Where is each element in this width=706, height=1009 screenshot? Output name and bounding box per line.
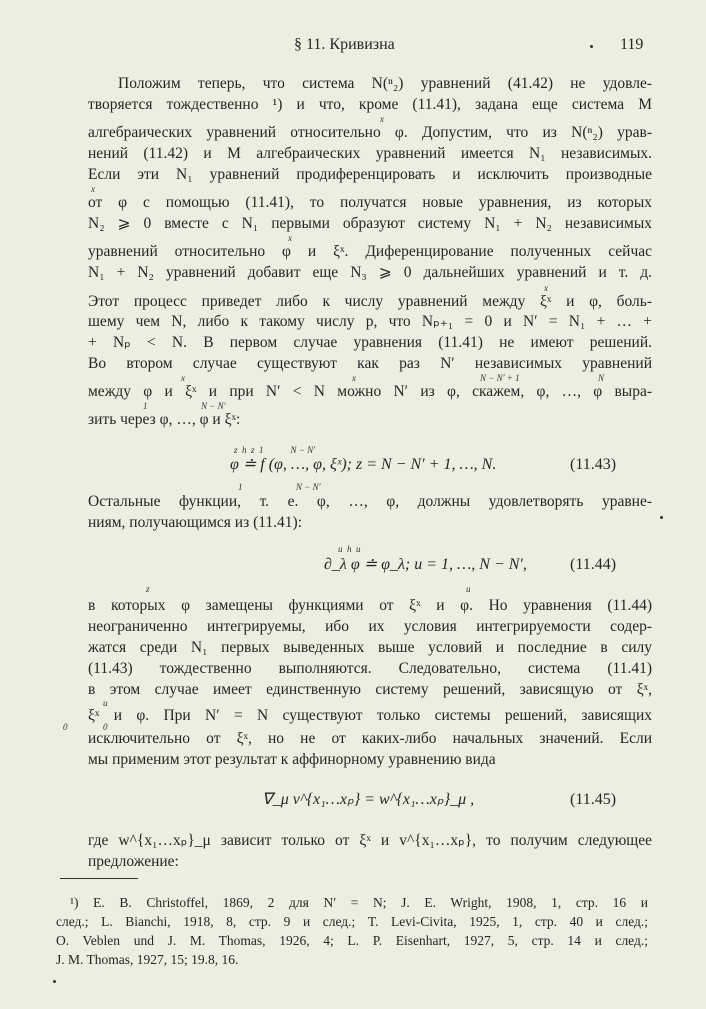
equation-11-44: ∂_λ φ ≐ φ_λ; u = 1, …, N − N′, <box>324 556 527 573</box>
text-line: ниям, получающимся из (11.41): <box>88 514 303 531</box>
text-line: Во втором случае существуют как раз N′ независимых уравнений <box>88 355 652 372</box>
text-line: ξˣ и φ. При N′ = N существуют только системы решений, зависящих <box>88 707 652 724</box>
equation-overset: z h z 1 N − N′ <box>234 445 316 455</box>
annotation-n-minus-nprime: N − N′ <box>296 482 321 492</box>
annotation-x: x <box>380 114 384 124</box>
footnote-rule <box>60 878 138 879</box>
text-line: Положим теперь, что система N(ⁿ₂) уравнений (41.42) не удовле- <box>118 75 652 92</box>
equation-overset: u h u <box>338 544 361 554</box>
text-line: алгебраических уравнений относительно φ. Допустим, что из N(ⁿ₂) урав- <box>88 124 652 141</box>
text-line: от φ с помощью (11.41), то получатся новые уравнения, из которых <box>88 194 652 211</box>
text-line: N₂ ⩾ 0 вместе с N₁ первыми образуют систему N₁ + N₂ независимых <box>88 215 652 232</box>
equation-11-45: ∇_μ v^{x₁…xₚ} = w^{x₁…xₚ}_μ , <box>262 791 475 808</box>
scan-speck <box>53 980 56 983</box>
text-line: предложение: <box>88 853 179 870</box>
text-line: исключительно от ξˣ, но не от каких-либо начальных значений. Если <box>88 730 652 747</box>
footnote-line: след.; L. Bianchi, 1918, 8, стр. 9 и след.; T. Levi-Civita, 1925, 1, стр. 40 и след.; <box>56 914 648 929</box>
annotation-0: 0 <box>63 722 68 732</box>
annotation-n-minus-nprime: N − N′ <box>201 401 226 411</box>
text-line: между φ и ξˣ и при N′ < N можно N′ из φ, скажем, φ, …, φ выра- <box>88 383 652 400</box>
text-line: (11.43) тождественно выполняются. Следовательно, система (11.41) <box>88 660 652 677</box>
text-line: уравнений относительно φ и ξˣ. Диференцирование полученных сейчас <box>88 243 652 260</box>
annotation-x: x <box>91 184 95 194</box>
text-line: Если эти N₁ уравнений продиференцировать и исключить производные <box>88 166 652 183</box>
text-line: зить через φ, …, φ и ξˣ: <box>88 411 241 428</box>
annotation-0: 0 <box>103 722 108 732</box>
annotation-x: x <box>288 233 292 243</box>
scan-speck <box>590 45 593 48</box>
annotation-u: u <box>103 698 108 708</box>
footnote-line: ¹) E. B. Christoffel, 1869, 2 для N′ = N; J. E. Wright, 1908, 1, стр. 16 и <box>70 895 648 910</box>
annotation-n: N <box>598 373 605 383</box>
annotation-x: x <box>352 373 356 383</box>
annotation-z: z <box>146 584 150 594</box>
running-header: § 11. Кривизна <box>294 36 395 53</box>
text-line: Этот процесс приведет либо к числу уравнений между ξˣ и φ, боль- <box>88 293 652 310</box>
equation-label: (11.44) <box>570 556 617 573</box>
equation-label: (11.43) <box>570 456 617 473</box>
annotation-1: 1 <box>143 401 148 411</box>
text-line: нений (11.42) и M алгебраических уравнений имеется N₁ независимых. <box>88 145 652 162</box>
text-line: Остальные функции, т. е. φ, …, φ, должны удовлетворять уравне- <box>88 493 652 510</box>
annotation-x: x <box>181 373 185 383</box>
text-line: в которых φ замещены функциями от ξˣ и φ. Но уравнения (11.44) <box>88 597 652 614</box>
footnote-line: O. Veblen und J. M. Thomas, 1926, 4; L. P. Eisenhart, 1927, 5, стр. 14 и след.; <box>56 933 648 948</box>
text-line: шему чем N, либо к такому числу p, что Nₚ₊₁ = 0 и N′ = N₁ + … + <box>88 313 652 330</box>
equation-11-43: φ ≐ f (φ, …, φ, ξˣ); z = N − N′ + 1, …, N. <box>230 456 497 473</box>
equation-label: (11.45) <box>570 791 617 808</box>
text-line: в этом случае имеет единственную систему решений, зависящую от ξˣ, <box>88 681 652 698</box>
text-line: где w^{x₁…xₚ}_μ зависит только от ξˣ и v^{x₁…xₚ}, то получим следующее <box>88 832 652 849</box>
annotation-x: x <box>544 283 548 293</box>
text-line: мы применим этот результат к аффинорному уравнению вида <box>88 751 496 768</box>
text-line: творяется тождественно ¹) и что, кроме (11.41), задана еще система M <box>88 96 652 113</box>
page-number: 119 <box>620 36 644 53</box>
scan-speck <box>660 516 663 519</box>
text-line: + Nₚ < N. В первом случае уравнения (11.41) не имеют решений. <box>88 334 652 351</box>
text-line: N₁ + N₂ уравнений добавит еще N₃ ⩾ 0 дальнейших уравнений и т. д. <box>88 264 652 281</box>
footnote-line: J. M. Thomas, 1927, 15; 19.8, 16. <box>56 952 239 967</box>
text-line: жатся среди N₁ первых выведенных выше условий и последние в силу <box>88 639 652 656</box>
text-line: неограниченно интегрируемы, ибо их условия интегрируемости содер- <box>88 618 652 635</box>
annotation-n-minus-nprime-plus-1: N − N′ + 1 <box>480 373 520 383</box>
annotation-u: u <box>466 584 471 594</box>
annotation-1: 1 <box>238 482 243 492</box>
